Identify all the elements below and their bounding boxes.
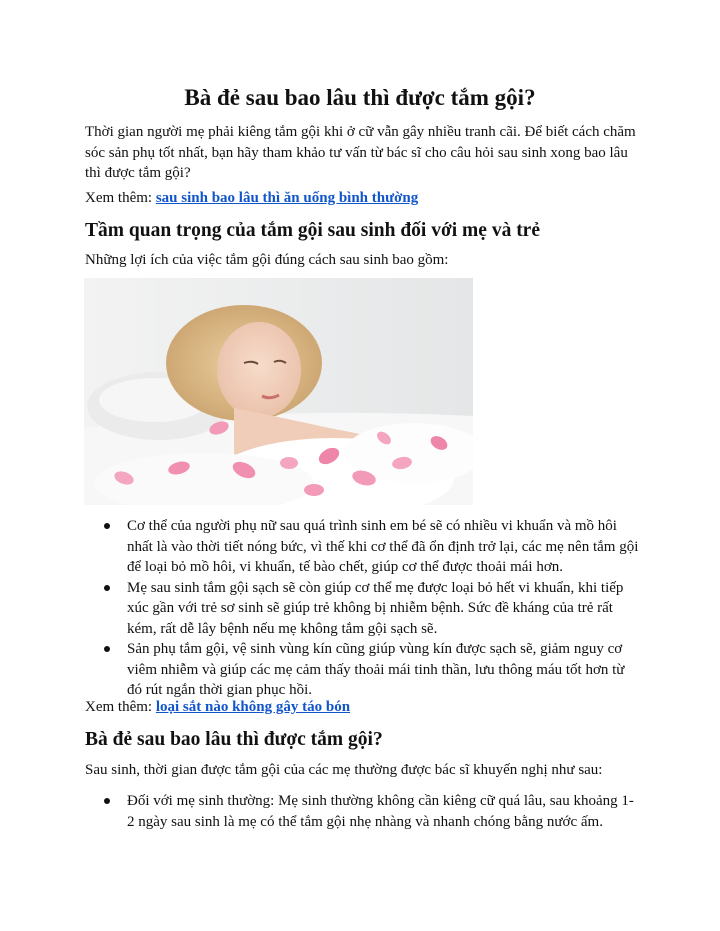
bullet-icon — [104, 646, 110, 652]
bath-photo — [84, 278, 473, 505]
bullet-text: Cơ thể của người phụ nữ sau quá trình sinh em bé sẽ có nhiều vi khuẩn và mồ hôi nhất là vào thời tiết nóng bức, vì thế khi cơ thể đã ổn định trở lại, các mẹ nên tắm gội để loại bỏ mồ hôi, vi khuẩn, tế bào chết, giúp cơ thể được thoải mái hơn. — [127, 518, 639, 575]
see-also-link-1[interactable]: sau sinh bao lâu thì ăn uống bình thường — [155, 190, 419, 206]
section2-heading: Bà đẻ sau bao lâu thì được tắm gội? — [85, 729, 383, 750]
list-item — [85, 516, 640, 578]
bullet-icon — [104, 798, 110, 804]
section2-bullet-list — [85, 791, 640, 832]
bullet-icon — [104, 585, 110, 591]
section1-heading: Tầm quan trọng của tắm gội sau sinh đối với mẹ và trẻ — [85, 220, 540, 241]
bullet-text: Đối với mẹ sinh thường: Mẹ sinh thường không cần kiêng cữ quá lâu, sau khoảng 1-2 ngày sau sinh là mẹ có thể tắm gội nhẹ nhàng và nhanh chóng bằng nước ấm. — [127, 793, 634, 830]
bullet-text: Sản phụ tắm gội, vệ sinh vùng kín cũng giúp vùng kín được sạch sẽ, giảm nguy cơ viêm nhiễm và giúp các mẹ cảm thấy thoải mái tinh thần, lưu thông máu tốt hơn từ đó rút ngắn thời gian phục hồi. — [127, 641, 625, 698]
see-also-2 — [85, 697, 640, 718]
see-also-label: Xem thêm: — [85, 699, 156, 715]
see-also-label: Xem thêm: — [85, 190, 156, 206]
list-item — [85, 578, 640, 640]
see-also-1 — [85, 188, 640, 209]
intro-paragraph: Thời gian người mẹ phải kiêng tắm gội khi ở cữ vẫn gây nhiều tranh cãi. Để biết cách chăm sóc sản phụ tốt nhất, bạn hãy tham khảo tư vấn từ bác sĩ cho câu hỏi sau sinh xong bao lâu thì được tắm gội? — [85, 124, 636, 181]
bullet-text: Mẹ sau sinh tắm gội sạch sẽ còn giúp cơ thể mẹ được loại bỏ hết vi khuẩn, khi tiếp xúc gần với trẻ sơ sinh sẽ giúp trẻ không bị nhiễm bệnh. Sức đề kháng của trẻ rất kém, rất dễ lây bệnh nếu mẹ không tắm gội sạch sẽ. — [127, 579, 624, 637]
section2-lead: Sau sinh, thời gian được tắm gội của các mẹ thường được bác sĩ khuyến nghị như sau: — [85, 762, 603, 778]
section1-bullet-list — [85, 516, 640, 701]
section1-lead: Những lợi ích của việc tắm gội đúng cách sau sinh bao gồm: — [85, 252, 449, 268]
woman-in-bath-illustration — [84, 278, 473, 505]
page-title: Bà đẻ sau bao lâu thì được tắm gội? — [184, 85, 536, 110]
list-item — [85, 791, 640, 832]
see-also-link-2[interactable]: loại sắt nào không gây táo bón — [155, 699, 351, 715]
list-item — [85, 639, 640, 701]
bullet-icon — [104, 523, 110, 529]
